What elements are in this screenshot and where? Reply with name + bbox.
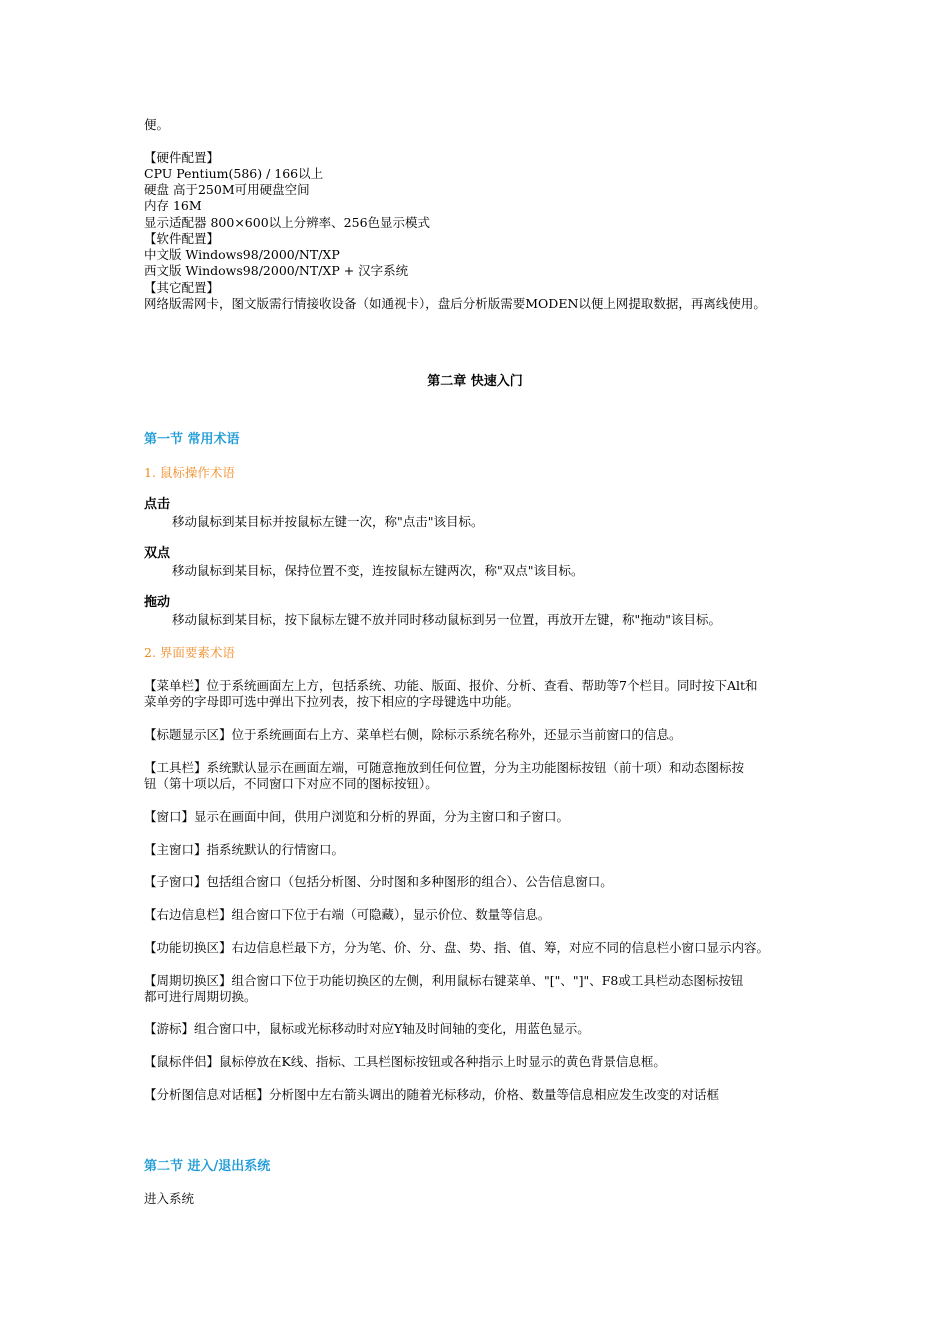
- term-titlearea: 【标题显示区】位于系统画面右上方、菜单栏右侧，除标示系统名称外，还显示当前窗口的信息。: [144, 727, 682, 742]
- term-period-line2: 都可进行周期切换。: [144, 989, 257, 1004]
- hardware-disk: 硬盘 高于250M可用硬盘空间: [144, 182, 310, 197]
- other-header: 【其它配置】: [144, 280, 220, 295]
- hardware-display: 显示适配器 800×600以上分辨率、256色显示模式: [144, 215, 431, 230]
- intro-tail-text: 便。: [144, 117, 170, 132]
- chapter-title: 第二章 快速入门: [427, 374, 523, 389]
- software-cn: 中文版 Windows98/2000/NT/XP: [144, 247, 340, 262]
- section1-sub1: 1. 鼠标操作术语: [144, 465, 235, 480]
- term-menubar-line2: 菜单旁的字母即可选中弹出下拉列表，按下相应的字母键选中功能。: [144, 694, 520, 709]
- term-funcswitch: 【功能切换区】右边信息栏最下方，分为笔、价、分、盘、势、指、值、筹，对应不同的信息栏小窗口显示内容。: [144, 940, 770, 955]
- term-mainwindow: 【主窗口】指系统默认的行情窗口。: [144, 842, 345, 857]
- term-subwindow: 【子窗口】包括组合窗口（包括分析图、分时图和多种图形的组合）、公告信息窗口。: [144, 874, 613, 889]
- term-drag-title: 拖动: [144, 595, 171, 610]
- term-window: 【窗口】显示在画面中间，供用户浏览和分析的界面，分为主窗口和子窗口。: [144, 809, 570, 824]
- term-menubar-line1: 【菜单栏】位于系统画面左上方，包括系统、功能、版面、报价、分析、查看、帮助等7个栏目。同时按下Alt和: [144, 678, 758, 693]
- hardware-header: 【硬件配置】: [144, 150, 220, 165]
- section1-sub2: 2. 界面要素术语: [144, 645, 235, 660]
- hardware-cpu: CPU Pentium(586) / 166以上: [144, 166, 324, 181]
- section2-title: 第二节 进入/退出系统: [144, 1159, 271, 1174]
- term-rightinfo: 【右边信息栏】组合窗口下位于右端（可隐藏），显示价位、数量等信息。: [144, 907, 551, 922]
- term-period-line1: 【周期切换区】组合窗口下位于功能切换区的左侧，利用鼠标右键菜单、"["、"]"、F8或工具栏动态图标按钮: [144, 973, 744, 988]
- term-dialog: 【分析图信息对话框】分析图中左右箭头调出的随着光标移动，价格、数量等信息相应发生改变的对话框: [144, 1087, 720, 1102]
- software-header: 【软件配置】: [144, 231, 220, 246]
- hardware-memory: 内存 16M: [144, 198, 202, 213]
- software-west: 西文版 Windows98/2000/NT/XP + 汉字系统: [144, 263, 409, 278]
- term-drag-text: 移动鼠标到某目标，按下鼠标左键不放并同时移动鼠标到另一位置，再放开左键，称"拖动"该目标。: [172, 612, 722, 627]
- other-text: 网络版需网卡，图文版需行情接收设备（如通视卡），盘后分析版需要MODEN以便上网提取数据，再离线使用。: [144, 296, 766, 311]
- term-toolbar-line1: 【工具栏】系统默认显示在画面左端，可随意拖放到任何位置，分为主功能图标按钮（前十项）和动态图标按: [144, 760, 745, 775]
- section1-title: 第一节 常用术语: [144, 432, 240, 447]
- term-cursor: 【游标】组合窗口中，鼠标或光标移动时对应Y轴及时间轴的变化，用蓝色显示。: [144, 1021, 590, 1036]
- section2-enter: 进入系统: [144, 1191, 195, 1206]
- term-toolbar-line2: 钮（第十项以后，不同窗口下对应不同的图标按钮）。: [144, 776, 438, 791]
- term-click-text: 移动鼠标到某目标并按鼠标左键一次，称"点击"该目标。: [172, 514, 484, 529]
- term-click-title: 点击: [144, 497, 171, 512]
- term-dbl-text: 移动鼠标到某目标，保持位置不变，连按鼠标左键两次，称"双点"该目标。: [172, 563, 584, 578]
- term-dbl-title: 双点: [144, 546, 171, 561]
- term-tooltip: 【鼠标伴侣】鼠标停放在K线、指标、工具栏图标按钮或各种指示上时显示的黄色背景信息框。: [144, 1054, 666, 1069]
